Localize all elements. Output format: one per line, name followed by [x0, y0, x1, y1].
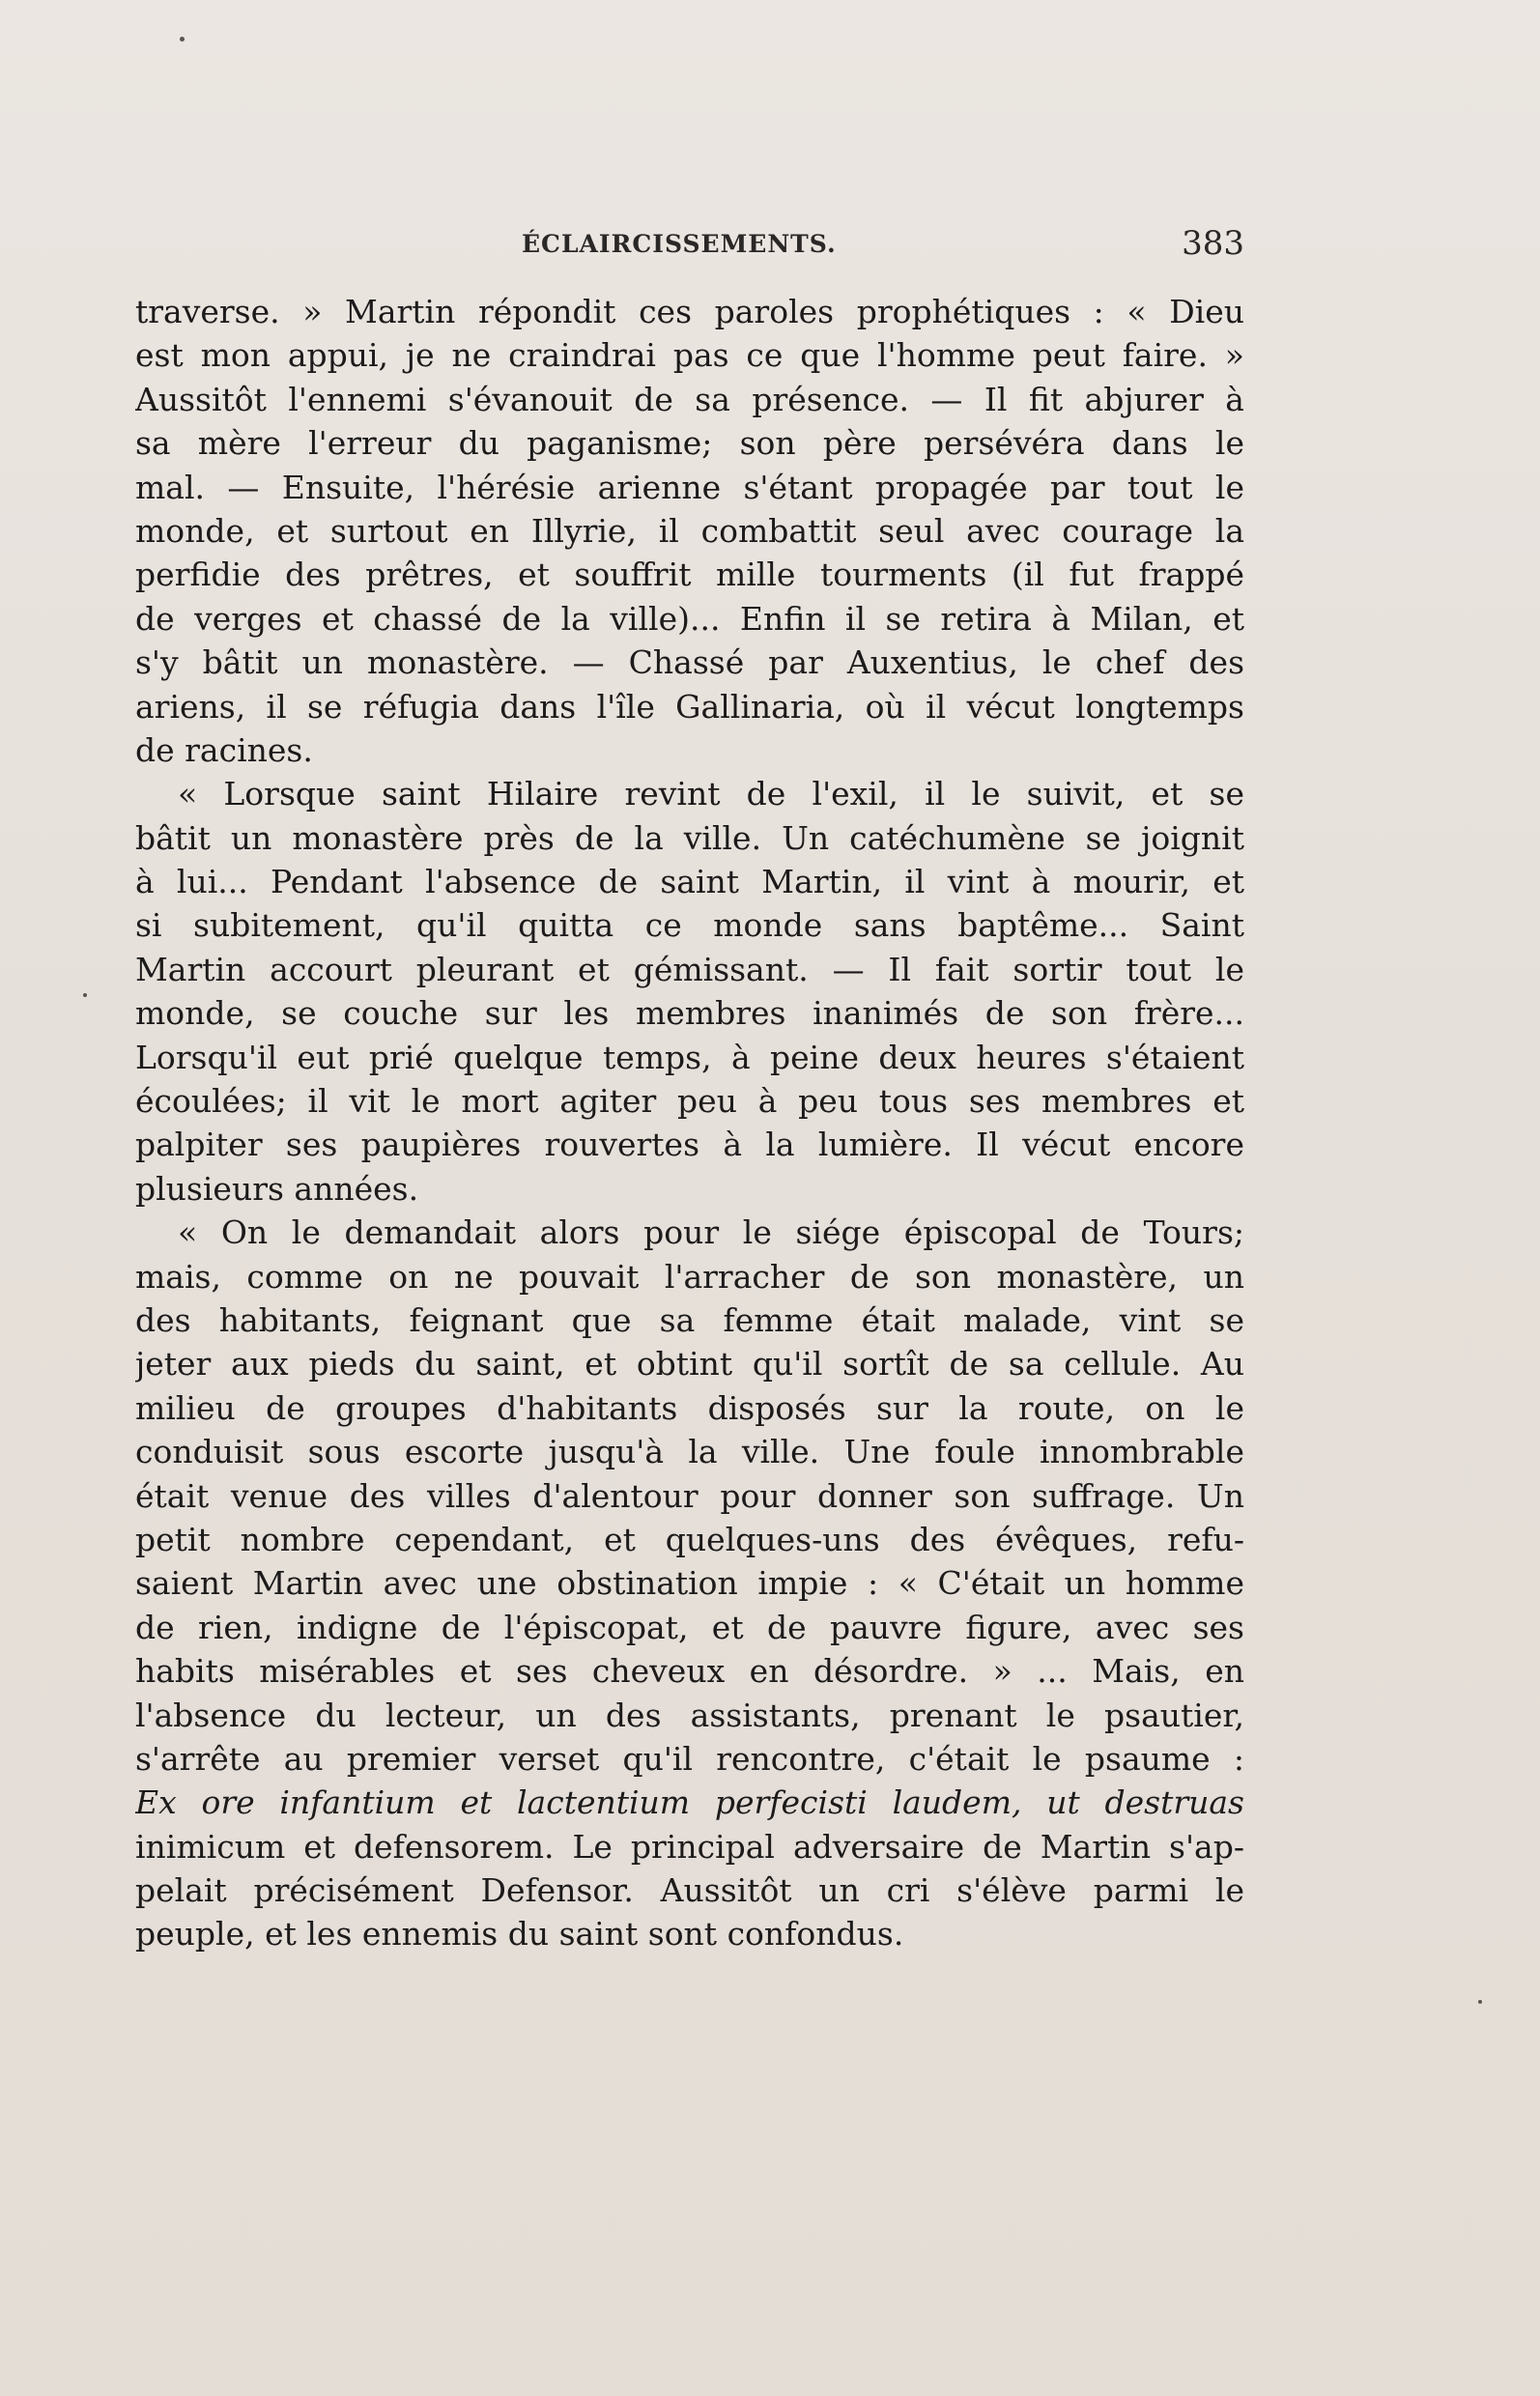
text-line: de verges et chassé de la ville)... Enfin il se retira à Milan, et — [135, 599, 1244, 638]
text-line: Ex ore infantium et lactentium perfecisti laudem, ut destruas — [135, 1783, 1244, 1822]
text-line: plusieurs années. — [135, 1169, 419, 1208]
text-line: traverse. » Martin répondit ces paroles prophétiques : « Dieu — [135, 293, 1244, 330]
text-line: s'y bâtit un monastère. — Chassé par Auxentius, le chef des — [135, 643, 1244, 682]
text-line: mais, comme on ne pouvait l'arracher de son monastère, un — [135, 1257, 1244, 1296]
text-line: ariens, il se réfugia dans l'île Gallinaria, où il vécut longtemps — [135, 687, 1244, 726]
text-line: Lorsqu'il eut prié quelque temps, à peine deux heures s'étaient — [135, 1038, 1244, 1076]
text-line: « Lorsque saint Hilaire revint de l'exil, il le suivit, et se — [178, 775, 1244, 813]
text-line: monde, et surtout en Illyrie, il combattit seul avec courage la — [135, 511, 1244, 550]
text-line: saient Martin avec une obstination impie : « C'était un homme — [135, 1564, 1244, 1603]
text-line: mal. — Ensuite, l'hérésie arienne s'étant propagée par tout le — [135, 468, 1244, 506]
text-line: jeter aux pieds du saint, et obtint qu'il sortît de sa cellule. Au — [135, 1345, 1244, 1383]
text-line: habits misérables et ses cheveux en désordre. » ... Mais, en — [135, 1652, 1244, 1691]
text-line: écoulées; il vit le mort agiter peu à peu tous ses membres et — [135, 1082, 1244, 1121]
text-line: de rien, indigne de l'épiscopat, et de pauvre figure, avec ses — [135, 1608, 1244, 1646]
text-line: Martin accourt pleurant et gémissant. — Il fait sortir tout le — [135, 950, 1244, 988]
text-line: inimicum et defensorem. Le principal adversaire de Martin s'ap- — [135, 1827, 1244, 1866]
text-line: pelait précisément Defensor. Aussitôt un cri s'élève parmi le — [135, 1871, 1244, 1910]
text-line: si subitement, qu'il quitta ce monde sans baptême... Saint — [135, 906, 1244, 945]
running-title: ÉCLAIRCISSEMENTS. — [522, 230, 837, 258]
text-line: « On le demandait alors pour le siége épiscopal de Tours; — [178, 1213, 1244, 1252]
text-line: était venue des villes d'alentour pour donner son suffrage. Un — [135, 1476, 1244, 1515]
ink-speck — [83, 993, 87, 997]
text-line: milieu de groupes d'habitants disposés sur la route, on le — [135, 1388, 1244, 1427]
page-number: 383 — [1182, 224, 1244, 263]
page-header — [135, 224, 1244, 267]
ink-speck — [180, 37, 185, 42]
text-line: peuple, et les ennemis du saint sont confondus. — [135, 1915, 904, 1954]
text-line: conduisit sous escorte jusqu'à la ville. Une foule innombrable — [135, 1433, 1244, 1471]
text-line: palpiter ses paupières rouvertes à la lumière. Il vécut encore — [135, 1126, 1244, 1164]
text-line: est mon appui, je ne craindrai pas ce que l'homme peut faire. » — [135, 336, 1244, 375]
text-line: de racines. — [135, 730, 313, 769]
text-line: Aussitôt l'ennemi s'évanouit de sa présence. — Il fit abjurer à — [135, 380, 1244, 418]
text-line: monde, se couche sur les membres inanimés de son frère... — [135, 994, 1244, 1033]
text-line: à lui... Pendant l'absence de saint Martin, il vint à mourir, et — [135, 863, 1244, 901]
text-line: perfidie des prêtres, et souffrit mille tourments (il fut frappé — [135, 556, 1244, 594]
text-line: s'arrête au premier verset qu'il rencontre, c'était le psaume : — [135, 1739, 1244, 1778]
body-text — [135, 290, 1244, 1956]
text-line: des habitants, feignant que sa femme était malade, vint se — [135, 1300, 1244, 1339]
text-line: l'absence du lecteur, un des assistants, prenant le psautier, — [135, 1696, 1244, 1734]
ink-speck — [1478, 2000, 1482, 2004]
text-line: bâtit un monastère près de la ville. Un catéchumène se joignit — [135, 818, 1244, 857]
text-line: petit nombre cependant, et quelques-uns des évêques, refu- — [135, 1520, 1244, 1558]
text-line: sa mère l'erreur du paganisme; son père persévéra dans le — [135, 424, 1244, 463]
